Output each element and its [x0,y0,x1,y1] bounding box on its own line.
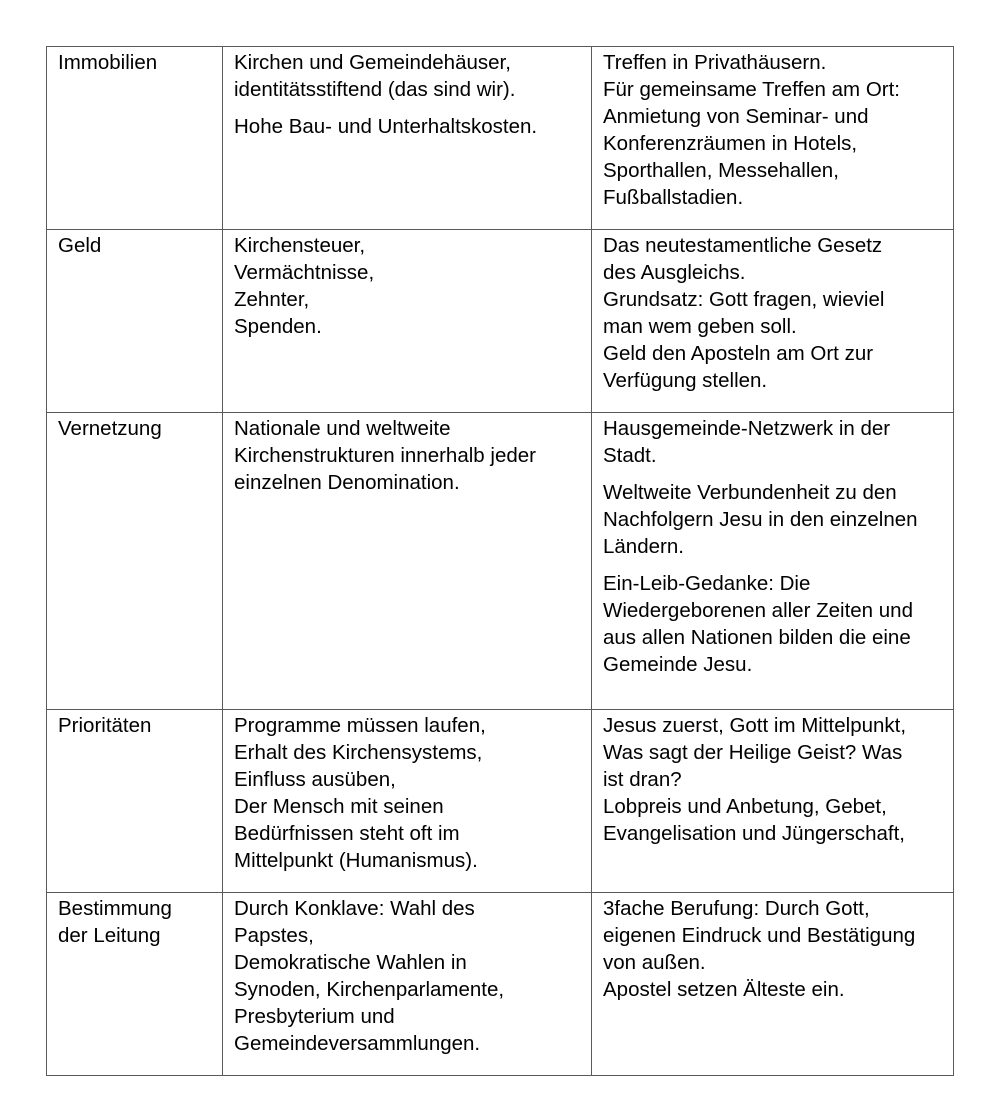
church-column-cell [223,47,592,230]
cell-paragraph: 3fache Berufung: Durch Gott, eigenen Eindruck und Bestätigung von außen. Apostel setzen Älteste ein. [603,897,916,1001]
house-church-column-cell [592,230,954,413]
cell-paragraph: Hohe Bau- und Unterhaltskosten. [234,115,538,138]
cell-paragraph: Kirchensteuer, Vermächtnisse, Zehnter, Spenden. [234,234,375,338]
house-church-column-cell [592,413,954,710]
cell-paragraph: Durch Konklave: Wahl des Papstes, Demokratische Wahlen in Synoden, Kirchenparlamente, Presbyterium und Gemeindeversammlungen. [234,897,505,1055]
table-row [47,710,954,893]
table-row [47,47,954,230]
cell-paragraph: Kirchen und Gemeindehäuser, identitätsstiftend (das sind wir). [234,51,516,101]
house-church-column-cell [592,47,954,230]
table-row [47,230,954,413]
table-row [47,413,954,710]
cell-paragraph: Programme müssen laufen, Erhalt des Kirchensystems, Einfluss ausüben, Der Mensch mit seinen Bedürfnissen steht oft im Mittelpunkt (Humanismus). [234,714,486,872]
row-label: Prioritäten [47,710,223,893]
cell-paragraph: Nationale und weltweite Kirchenstrukturen innerhalb jeder einzelnen Denomination. [234,417,536,494]
comparison-table [46,46,954,1076]
house-church-column-cell [592,710,954,893]
cell-paragraph: Weltweite Verbundenheit zu den Nachfolgern Jesu in den einzelnen Ländern. [603,481,918,558]
church-column-cell [223,893,592,1076]
cell-paragraph: Das neutestamentliche Gesetz des Ausgleichs. Grundsatz: Gott fragen, wieviel man wem geben soll. Geld den Aposteln am Ort zur Verfügung stellen. [603,234,885,392]
cell-paragraph: Jesus zuerst, Gott im Mittelpunkt, Was sagt der Heilige Geist? Was ist dran? Lobpreis und Anbetung, Gebet, Evangelisation und Jüngerschaft, [603,714,907,845]
church-column-cell [223,230,592,413]
church-column-cell [223,413,592,710]
row-label: Vernetzung [47,413,223,710]
cell-paragraph: Hausgemeinde-Netzwerk in der Stadt. [603,417,891,467]
row-label: Geld [47,230,223,413]
row-label: Immobilien [47,47,223,230]
church-column-cell [223,710,592,893]
cell-paragraph: Ein-Leib-Gedanke: Die Wiedergeborenen aller Zeiten und aus allen Nationen bilden die eine Gemeinde Jesu. [603,572,913,676]
cell-paragraph: Treffen in Privathäusern. Für gemeinsame Treffen am Ort: Anmietung von Seminar- und Konferenzräumen in Hotels, Sporthallen, Messehallen, Fußballstadien. [603,51,900,209]
house-church-column-cell [592,893,954,1076]
table-row [47,893,954,1076]
row-label: Bestimmung der Leitung [47,893,223,1076]
